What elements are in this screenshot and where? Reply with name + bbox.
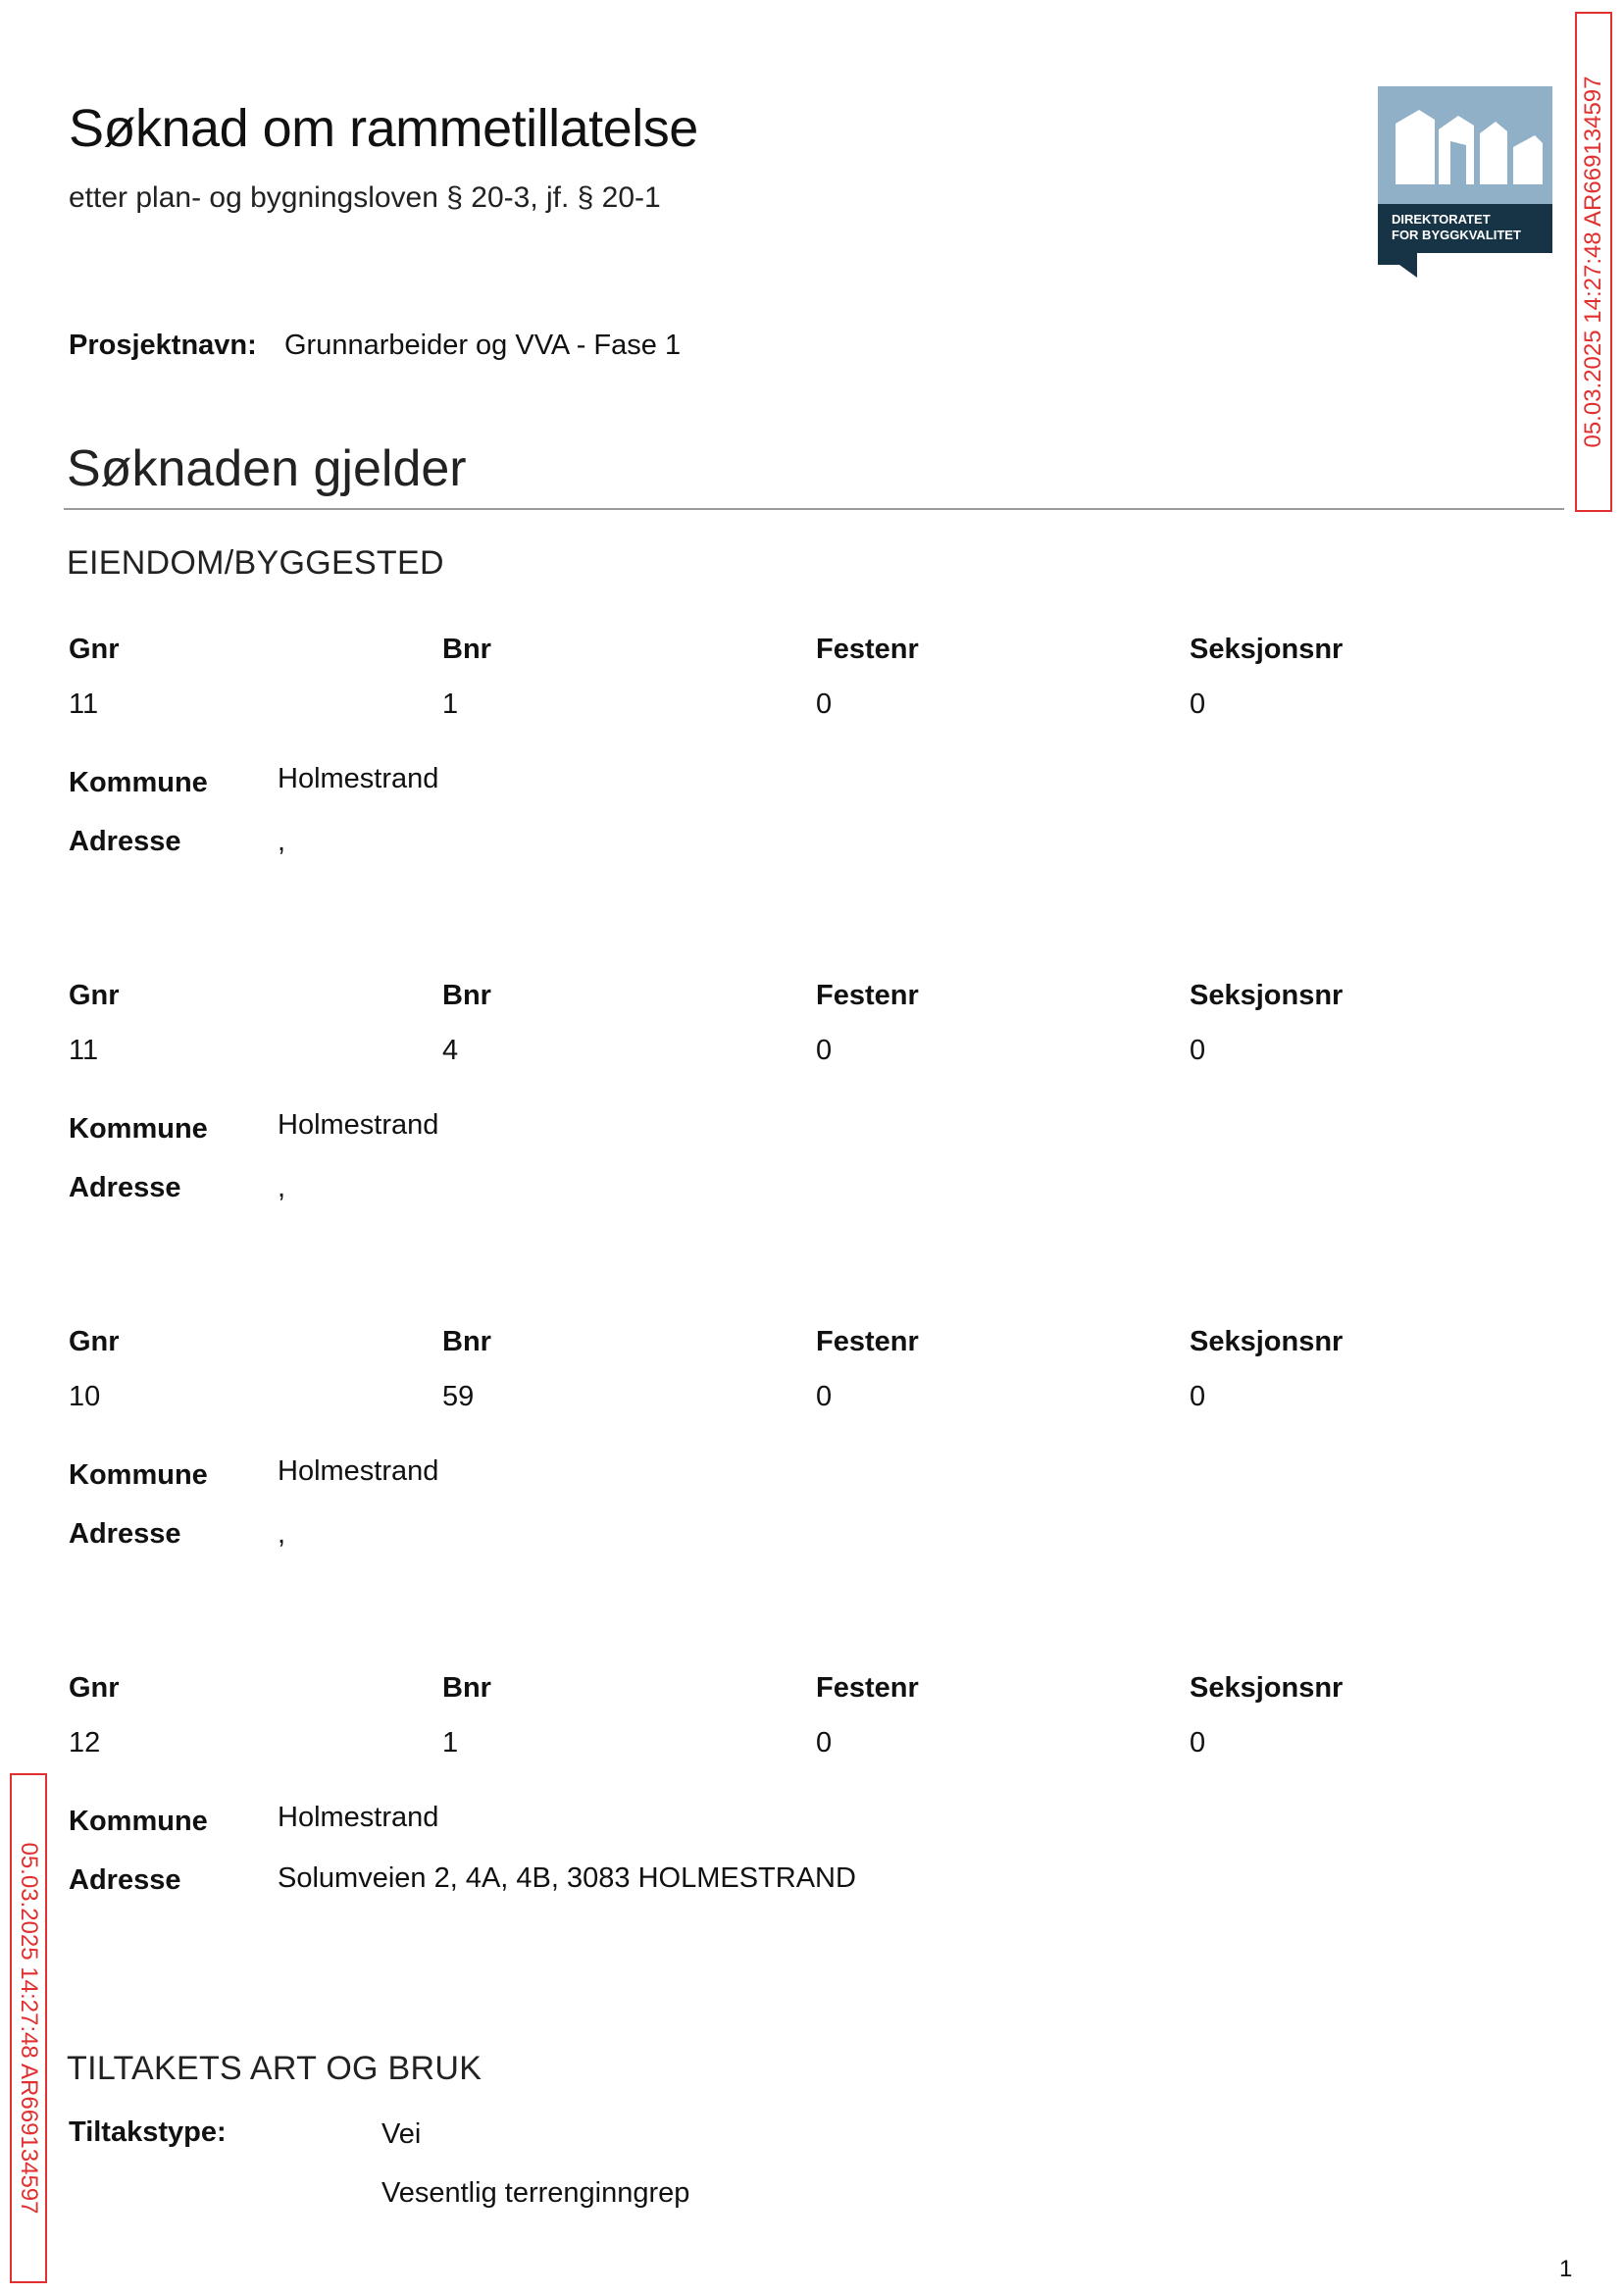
- seksjonsnr-header: Seksjonsnr: [1190, 980, 1344, 1011]
- kommune-label: Kommune: [69, 1459, 208, 1491]
- project-name-label: Prosjektnavn:: [69, 330, 257, 361]
- adresse-label: Adresse: [69, 1518, 181, 1550]
- tiltakstype-value: Vesentlig terrenginngrep: [381, 2177, 690, 2209]
- logo-text-line2: FOR BYGGKVALITET: [1392, 228, 1521, 242]
- bnr-header: Bnr: [442, 1326, 491, 1357]
- document-title: Søknad om rammetillatelse: [69, 99, 698, 158]
- gnr-header: Gnr: [69, 980, 120, 1011]
- property-section-heading: EIENDOM/BYGGESTED: [67, 544, 444, 582]
- gnr-header: Gnr: [69, 1672, 120, 1704]
- festenr-value: 0: [816, 1381, 833, 1412]
- festenr-value: 0: [816, 1035, 833, 1066]
- kommune-label: Kommune: [69, 1113, 208, 1145]
- gnr-header: Gnr: [69, 1326, 120, 1357]
- adresse-label: Adresse: [69, 1172, 181, 1203]
- project-name-value: Grunnarbeider og VVA - Fase 1: [284, 330, 682, 361]
- bnr-header: Bnr: [442, 1672, 491, 1704]
- adresse-label: Adresse: [69, 826, 181, 857]
- tiltakstype-value: Vei: [381, 2118, 422, 2150]
- adresse-value: ,: [278, 1172, 286, 1203]
- gnr-header: Gnr: [69, 634, 120, 665]
- kommune-value: Holmestrand: [278, 763, 439, 794]
- adresse-value: Solumveien 2, 4A, 4B, 3083 HOLMESTRAND: [278, 1862, 856, 1894]
- stamp-text: 05.03.2025 14:27:48 AR669134597: [1580, 76, 1606, 448]
- bnr-value: 1: [442, 1727, 459, 1759]
- kommune-value: Holmestrand: [278, 1109, 439, 1141]
- page-number: 1: [1559, 2256, 1573, 2282]
- adresse-value: ,: [278, 826, 286, 857]
- festenr-value: 0: [816, 1727, 833, 1759]
- tiltakstype-label: Tiltakstype:: [69, 2116, 227, 2148]
- seksjonsnr-value: 0: [1190, 1381, 1206, 1412]
- festenr-header: Festenr: [816, 980, 919, 1011]
- gnr-value: 11: [69, 688, 99, 720]
- dibk-logo: [1378, 86, 1552, 278]
- gnr-value: 10: [69, 1381, 101, 1412]
- festenr-header: Festenr: [816, 634, 919, 665]
- seksjonsnr-value: 0: [1190, 1035, 1206, 1066]
- festenr-header: Festenr: [816, 1326, 919, 1357]
- seksjonsnr-header: Seksjonsnr: [1190, 1672, 1344, 1704]
- adresse-value: ,: [278, 1518, 286, 1550]
- adresse-label: Adresse: [69, 1864, 181, 1896]
- bnr-value: 59: [442, 1381, 475, 1412]
- seksjonsnr-header: Seksjonsnr: [1190, 634, 1344, 665]
- section-heading: Søknaden gjelder: [67, 440, 467, 497]
- bnr-header: Bnr: [442, 980, 491, 1011]
- festenr-header: Festenr: [816, 1672, 919, 1704]
- kommune-value: Holmestrand: [278, 1802, 439, 1833]
- bnr-value: 1: [442, 688, 459, 720]
- seksjonsnr-value: 0: [1190, 688, 1206, 720]
- section-divider: [64, 508, 1564, 510]
- kommune-label: Kommune: [69, 1806, 208, 1837]
- archive-stamp-right: [1575, 12, 1612, 512]
- kommune-value: Holmestrand: [278, 1455, 439, 1487]
- kommune-label: Kommune: [69, 767, 208, 798]
- seksjonsnr-value: 0: [1190, 1727, 1206, 1759]
- archive-stamp-left: [10, 1773, 47, 2283]
- stamp-text: 05.03.2025 14:27:48 AR669134597: [16, 1842, 42, 2215]
- logo-text-line1: DIREKTORATET: [1392, 212, 1491, 227]
- tiltak-section-heading: TILTAKETS ART OG BRUK: [67, 2050, 482, 2087]
- gnr-value: 11: [69, 1035, 99, 1066]
- gnr-value: 12: [69, 1727, 101, 1759]
- document-subtitle: etter plan- og bygningsloven § 20-3, jf. § 20-1: [69, 181, 661, 214]
- bnr-header: Bnr: [442, 634, 491, 665]
- bnr-value: 4: [442, 1035, 459, 1066]
- seksjonsnr-header: Seksjonsnr: [1190, 1326, 1344, 1357]
- festenr-value: 0: [816, 688, 833, 720]
